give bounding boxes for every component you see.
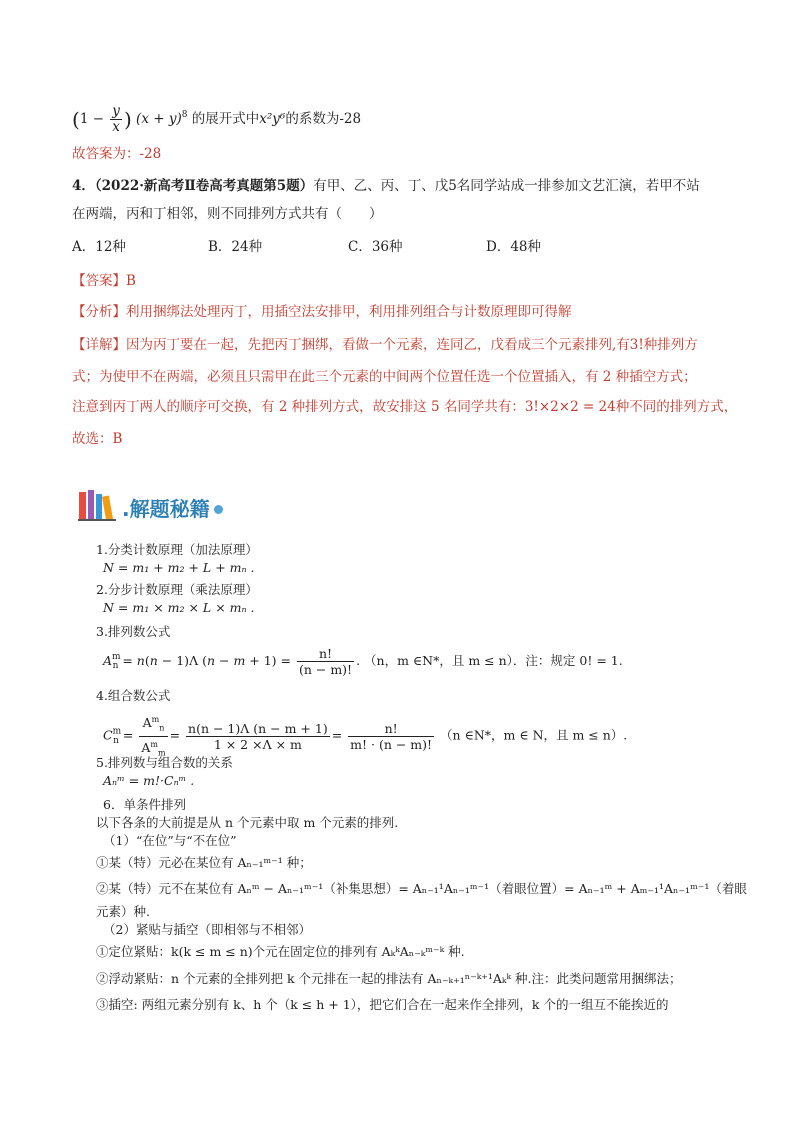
detail-line-1: 【详解】因为丙丁要在一起，先把丙丁捆绑，看做一个元素，连同乙，戊看成三个元素排列,有3!种排列方 bbox=[72, 337, 698, 353]
books-icon bbox=[78, 488, 118, 526]
analysis-line: 【分析】利用捆绑法处理丙丁，用插空法安排甲，利用排列组合与计数原理即可得解 bbox=[72, 304, 572, 320]
f3-formula: $A^m_n = n(n - 1)\Lambda$ (n − m + 1) = $\frac{n!}{(n - m)!}$ . （n，m ∈N*，且 m ≤ n）．注：规定 0! = 1. bbox=[103, 646, 623, 677]
f1-title: 1.分类计数原理（加法原理） bbox=[96, 542, 258, 557]
section-dot bbox=[214, 505, 223, 514]
f2-title: 2.分步计数原理（乘法原理） bbox=[96, 582, 258, 597]
expansion-line: (1 − $\frac{y}{x}$ ) $(x + y)^8$ 的展开式中x²y⁶的系数为-28 bbox=[72, 103, 362, 135]
f6-2-b: ②浮动紧贴：n 个元素的全排列把 k 个元排在一起的排法有 Aₙ₋ₖ₊₁ⁿ⁻ᵏ⁺¹Aₖᵏ 种.注：此类问题常用捆绑法； bbox=[96, 971, 682, 986]
f6-title: 6．单条件排列 bbox=[103, 797, 186, 812]
detail-line-3: 注意到丙丁两人的顺序可交换，有 2 种排列方式，故安排这 5 名同学共有：3!×2×2 = 24种不同的排列方式， bbox=[72, 399, 738, 415]
f4-formula: $C^m_n$ = $\frac{A^m_n}{A^m_m}$ = $\frac{n(n - 1)\Lambda (n - m + 1)}{1 \times 2 \times\Lambda \times m}$ = $\frac{n!}{m! \cdot (n - m)!}$ （n ∈N*，m ∈ N，且 m ≤ n）. bbox=[103, 712, 627, 760]
option-d[interactable]: D．48种 bbox=[486, 239, 542, 255]
answer-line: 【答案】B bbox=[72, 273, 136, 289]
question-4-stem-1: 4．（2022·新高考Ⅱ卷高考真题第5题）有甲、乙、丙、丁、戊5名同学站成一排参加文艺汇演，若甲不站 bbox=[72, 178, 700, 194]
question-4-stem-2: 在两端，丙和丁相邻，则不同排列方式共有（ ） bbox=[72, 206, 383, 222]
detail-line-4: 故选：B bbox=[72, 431, 123, 447]
f6-2-title: （2）紧贴与插空（即相邻与不相邻） bbox=[103, 922, 311, 937]
option-a[interactable]: A．12种 bbox=[72, 239, 126, 255]
f6-2-c: ③插空: 两组元素分别有 k、h 个（k ≤ h + 1），把它们合在一起来作全排列，k 个的一组互不能挨近的 bbox=[96, 997, 669, 1012]
answer-line-prev: 故答案为：-28 bbox=[72, 146, 162, 162]
f6-2-a: ①定位紧贴：k(k ≤ m ≤ n)个元在固定位的排列有 AₖᵏAₙ₋ₖᵐ⁻ᵏ 种. bbox=[96, 944, 465, 959]
option-c[interactable]: C．36种 bbox=[348, 239, 403, 255]
f5-title: 5.排列数与组合数的关系 bbox=[96, 755, 233, 770]
detail-line-2: 式；为使甲不在两端，必须且只需甲在此三个元素的中间两个位置任选一个位置插入，有 2 种插空方式； bbox=[72, 369, 697, 385]
option-b[interactable]: B．24种 bbox=[208, 239, 263, 255]
f6-1-title: （1）“在位”与“不在位” bbox=[103, 833, 237, 848]
section-title-text: .解题秘籍 bbox=[122, 496, 210, 521]
f6-1-a: ①某（特）元必在某位有 Aₙ₋₁ᵐ⁻¹ 种； bbox=[96, 855, 312, 870]
section-title bbox=[78, 490, 223, 524]
f6-1-b: ②某（特）元不在某位有 Aₙᵐ − Aₙ₋₁ᵐ⁻¹（补集思想）= Aₙ₋₁¹Aₙ₋₁ᵐ⁻¹（着眼位置）= Aₙ₋₁ᵐ + Aₘ₋₁¹Aₙ₋₁ᵐ⁻¹（着眼 bbox=[96, 881, 747, 896]
f2-formula: N = m₁ × m₂ × L × mₙ . bbox=[103, 600, 255, 615]
f3-title: 3.排列数公式 bbox=[96, 624, 171, 639]
f6-1-c: 元素）种. bbox=[96, 904, 150, 919]
f1-formula: N = m₁ + m₂ + L + mₙ . bbox=[103, 560, 255, 575]
f6-intro: 以下各条的大前提是从 n 个元素中取 m 个元素的排列. bbox=[96, 815, 399, 830]
f5-formula: Aₙᵐ = m!·Cₙᵐ . bbox=[103, 773, 195, 788]
f4-title: 4.组合数公式 bbox=[96, 688, 171, 703]
